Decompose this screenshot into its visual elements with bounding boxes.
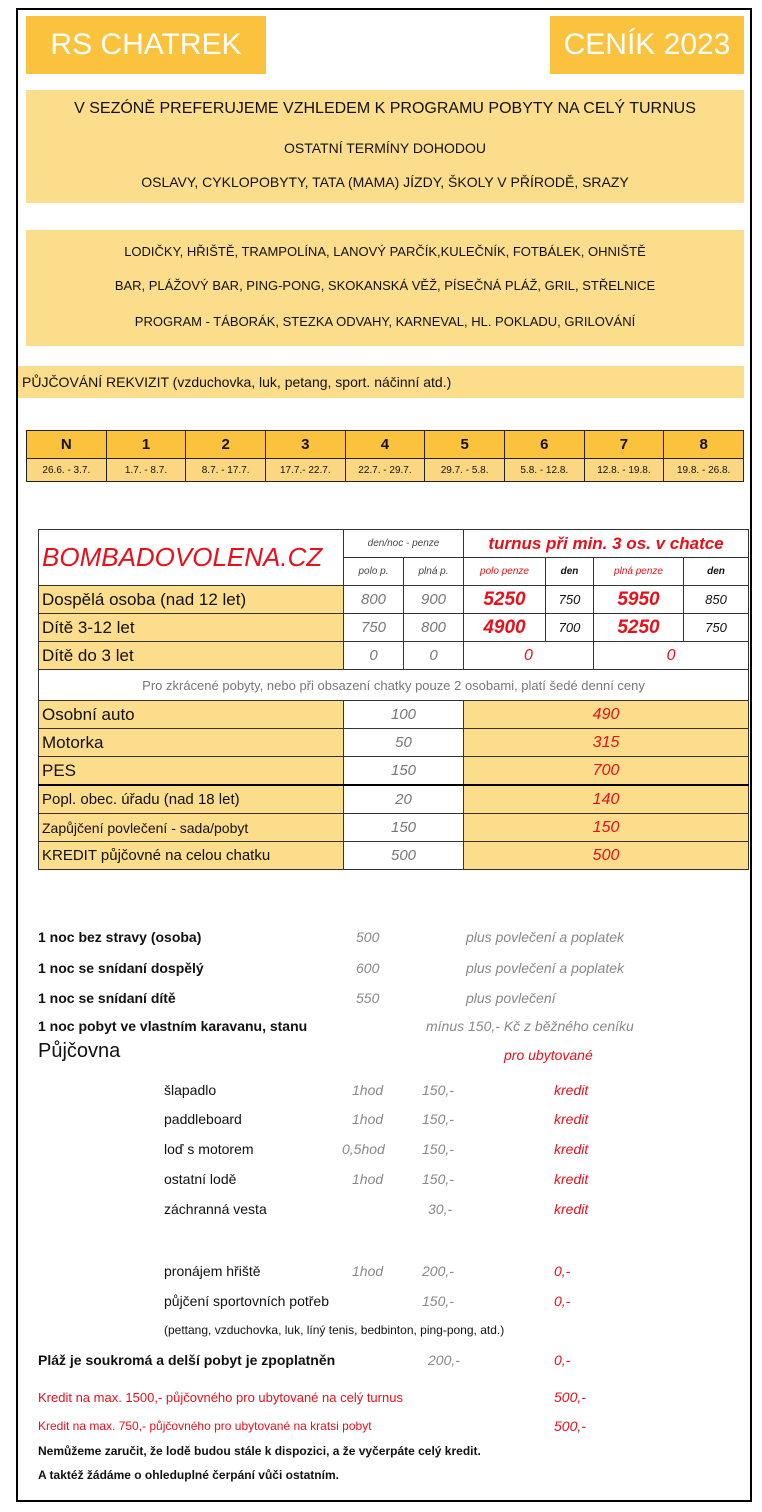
price-turnus: 490	[464, 701, 749, 729]
rental-item-note: kredit	[554, 1082, 589, 1098]
rental-item-name: pronájem hřiště	[164, 1263, 261, 1279]
period-date-row	[27, 459, 744, 482]
period-number: 4	[345, 431, 425, 459]
extra-row-dog	[39, 757, 749, 786]
price-plna: 800	[404, 614, 464, 642]
price-den: 700	[546, 614, 594, 642]
period-dates: 19.8. - 26.8.	[664, 459, 744, 482]
extra-row-motorbike	[39, 729, 749, 757]
period-dates: 29.7. - 5.8.	[425, 459, 505, 482]
rental-item-note: 0,-	[554, 1263, 571, 1279]
extra-row-car	[39, 701, 749, 729]
night-price: 550	[356, 990, 380, 1006]
period-dates: 1.7. - 8.7.	[106, 459, 186, 482]
credit-label: Kredit na max. 750,- půjčovného pro ubytované na kratsi pobyt	[38, 1419, 372, 1433]
intro-line-3: OSLAVY, CYKLOPOBYTY, TATA (MAMA) JÍZDY, ŠKOLY V PŘÍRODĚ, SRAZY	[141, 174, 629, 190]
rental-item-price: 30,-	[428, 1201, 453, 1217]
price-turnus-polo: 0	[464, 642, 594, 670]
price-turnus: 150	[464, 814, 749, 842]
price-header-row	[39, 530, 749, 558]
credit-value: 500,-	[554, 1389, 586, 1405]
subheader-den: den	[684, 558, 749, 586]
price-list-page	[16, 8, 752, 1502]
price-polo: 750	[344, 614, 404, 642]
beach-price: 200,-	[428, 1352, 460, 1368]
period-dates: 26.6. - 3.7.	[27, 459, 107, 482]
rental-item-time: 1hod	[352, 1171, 384, 1187]
subheader-den: den	[546, 558, 594, 586]
pujcovna-subtitle: pro ubytované	[504, 1047, 593, 1063]
rental-item-note: kredit	[554, 1171, 589, 1187]
price-plna: 0	[404, 642, 464, 670]
rental-item-note: kredit	[554, 1201, 589, 1217]
period-number: 6	[504, 431, 584, 459]
period-number: 3	[265, 431, 345, 459]
subheader-polo: polo p.	[344, 558, 404, 586]
night-price: 600	[356, 960, 380, 976]
period-number: 8	[664, 431, 744, 459]
night-note: plus povlečení a poplatek	[466, 960, 624, 976]
price-turnus: 700	[464, 757, 749, 786]
rental-note: PŮJČOVÁNÍ REKVIZIT (vzduchovka, luk, petang, sport. náčinní atd.)	[22, 374, 452, 390]
subheader-turnus-plna: plná penze	[594, 558, 684, 586]
price-turnus: 500	[464, 842, 749, 870]
footer-line-2: A taktéž žádáme o ohleduplné čerpání vůči ostatním.	[38, 1468, 339, 1482]
rental-item-price: 150,-	[422, 1171, 454, 1187]
rental-item-name: paddleboard	[164, 1111, 242, 1127]
footer-line-1: Nemůžeme zaručit, že lodě budou stále k dispozici, a že vyčerpáte celý kredit.	[38, 1444, 481, 1458]
header-left-title: RS CHATREK	[26, 16, 266, 74]
row-label: Dítě do 3 let	[39, 642, 344, 670]
pujcovna-title: Půjčovna	[38, 1040, 121, 1062]
rental-item-time: 1hod	[352, 1082, 384, 1098]
rental-item-name: ostatní lodě	[164, 1171, 237, 1187]
amenities-line-2: BAR, PLÁŽOVÝ BAR, PING-PONG, SKOKANSKÁ VĚŽ, PÍSEČNÁ PLÁŽ, GRIL, STŘELNICE	[114, 278, 656, 293]
fee-row-bedding	[39, 814, 749, 842]
amenities-line-3: PROGRAM - TÁBORÁK, STEZKA ODVAHY, KARNEVAL, HL. POKLADU, GRILOVÁNÍ	[134, 314, 636, 329]
price-turnus-plna: 0	[594, 642, 749, 670]
price-turnus: 140	[464, 785, 749, 814]
price-day: 150	[344, 814, 464, 842]
period-number: 1	[106, 431, 186, 459]
night-label: 1 noc bez stravy (osoba)	[38, 929, 202, 945]
rental-item-note: kredit	[554, 1111, 589, 1127]
night-note: plus povlečení	[466, 990, 556, 1006]
rental-item-price: 150,-	[422, 1111, 454, 1127]
price-day: 500	[344, 842, 464, 870]
price-polo: 800	[344, 586, 404, 614]
rental-item-time: 1hod	[352, 1111, 384, 1127]
period-dates: 5.8. - 12.8.	[504, 459, 584, 482]
price-turnus: 315	[464, 729, 749, 757]
price-day: 150	[344, 757, 464, 786]
price-polo: 0	[344, 642, 404, 670]
subheader-turnus-polo: polo penze	[464, 558, 546, 586]
night-note: mínus 150,- Kč z běžného ceníku	[426, 1018, 634, 1034]
night-note: plus povlečení a poplatek	[466, 929, 624, 945]
fee-row-municipal	[39, 785, 749, 814]
rental-item-price: 150,-	[422, 1293, 454, 1309]
rental-item-name: záchranná vesta	[164, 1201, 267, 1217]
price-turnus-plna: 5950	[594, 586, 684, 614]
period-number: 2	[186, 431, 266, 459]
rental-item-price: 200,-	[422, 1263, 454, 1279]
credit-value: 500,-	[554, 1418, 586, 1434]
period-dates: 8.7. - 17.7.	[186, 459, 266, 482]
intro-line-1: V SEZÓNĚ PREFERUJEME VZHLEDEM K PROGRAMU POBYTY NA CELÝ TURNUS	[74, 100, 696, 117]
fee-row-credit	[39, 842, 749, 870]
row-label: Dítě 3-12 let	[39, 614, 344, 642]
beach-note: 0,-	[554, 1352, 571, 1368]
intro-line-2: OSTATNÍ TERMÍNY DOHODOU	[284, 140, 486, 156]
price-note-row	[39, 670, 749, 701]
price-row-infant	[39, 642, 749, 670]
beach-label: Pláž je soukromá a delší pobyt je zpoplatněn	[38, 1352, 336, 1368]
period-table	[26, 430, 744, 482]
period-number: 7	[584, 431, 664, 459]
row-label: Osobní auto	[39, 701, 344, 729]
night-label: 1 noc se snídaní dospělý	[38, 960, 204, 976]
price-turnus-polo: 4900	[464, 614, 546, 642]
price-table	[38, 529, 749, 870]
rental-item-price: 150,-	[422, 1082, 454, 1098]
period-dates: 22.7. - 29.7.	[345, 459, 425, 482]
short-stay-note: Pro zkrácené pobyty, nebo při obsazení chatky pouze 2 osobami, platí šedé denní ceny	[39, 670, 749, 701]
row-label: KREDIT půjčovné na celou chatku	[39, 842, 344, 870]
period-number-row	[27, 431, 744, 459]
rental-item-time: 0,5hod	[342, 1141, 385, 1157]
price-row-adult	[39, 586, 749, 614]
period-number: 5	[425, 431, 505, 459]
price-day: 100	[344, 701, 464, 729]
period-number: N	[27, 431, 107, 459]
period-dates: 12.8. - 19.8.	[584, 459, 664, 482]
amenities-line-1: LODIČKY, HŘIŠTĚ, TRAMPOLÍNA, LANOVÝ PARČÍK,KULEČNÍK, FOTBÁLEK, OHNIŠTĚ	[124, 244, 646, 259]
price-turnus-polo: 5250	[464, 586, 546, 614]
day-price-header: den/noc - penze	[344, 530, 464, 558]
turnus-header: turnus při min. 3 os. v chatce	[464, 530, 749, 558]
rental-item-name: půjčení sportovních potřeb	[164, 1293, 329, 1309]
night-price: 500	[356, 929, 380, 945]
price-den: 850	[684, 586, 749, 614]
row-label: PES	[39, 757, 344, 786]
price-plna: 900	[404, 586, 464, 614]
header-right-title: CENÍK 2023	[550, 16, 744, 74]
row-label: Zapůjčení povlečení - sada/pobyt	[39, 814, 344, 842]
rental-item-name: loď s motorem	[164, 1141, 254, 1157]
night-label: 1 noc pobyt ve vlastním karavanu, stanu	[38, 1018, 308, 1034]
period-dates: 17.7.- 22.7.	[265, 459, 345, 482]
price-day: 50	[344, 729, 464, 757]
rental-item-price: 150,-	[422, 1141, 454, 1157]
price-den: 750	[684, 614, 749, 642]
row-label: Dospělá osoba (nad 12 let)	[39, 586, 344, 614]
price-day: 20	[344, 785, 464, 814]
intro-band	[26, 90, 744, 203]
rental-item-time: 1hod	[352, 1263, 384, 1279]
row-label: Motorka	[39, 729, 344, 757]
rental-item-note: 0,-	[554, 1293, 571, 1309]
rental-note-band	[18, 366, 744, 398]
row-label: Popl. obec. úřadu (nad 18 let)	[39, 785, 344, 814]
price-den: 750	[546, 586, 594, 614]
night-label: 1 noc se snídaní dítě	[38, 990, 176, 1006]
brand-name: BOMBADOVOLENA.CZ	[39, 530, 344, 586]
amenities-band	[26, 230, 744, 346]
subheader-plna: plná p.	[404, 558, 464, 586]
credit-label: Kredit na max. 1500,- půjčovného pro ubytované na celý turnus	[38, 1390, 403, 1405]
rental-item-name: šlapadlo	[164, 1082, 217, 1098]
price-turnus-plna: 5250	[594, 614, 684, 642]
sports-items-note: (pettang, vzduchovka, luk, líný tenis, bedbinton, ping-pong, atd.)	[164, 1323, 505, 1337]
rental-item-note: kredit	[554, 1141, 589, 1157]
price-row-child	[39, 614, 749, 642]
